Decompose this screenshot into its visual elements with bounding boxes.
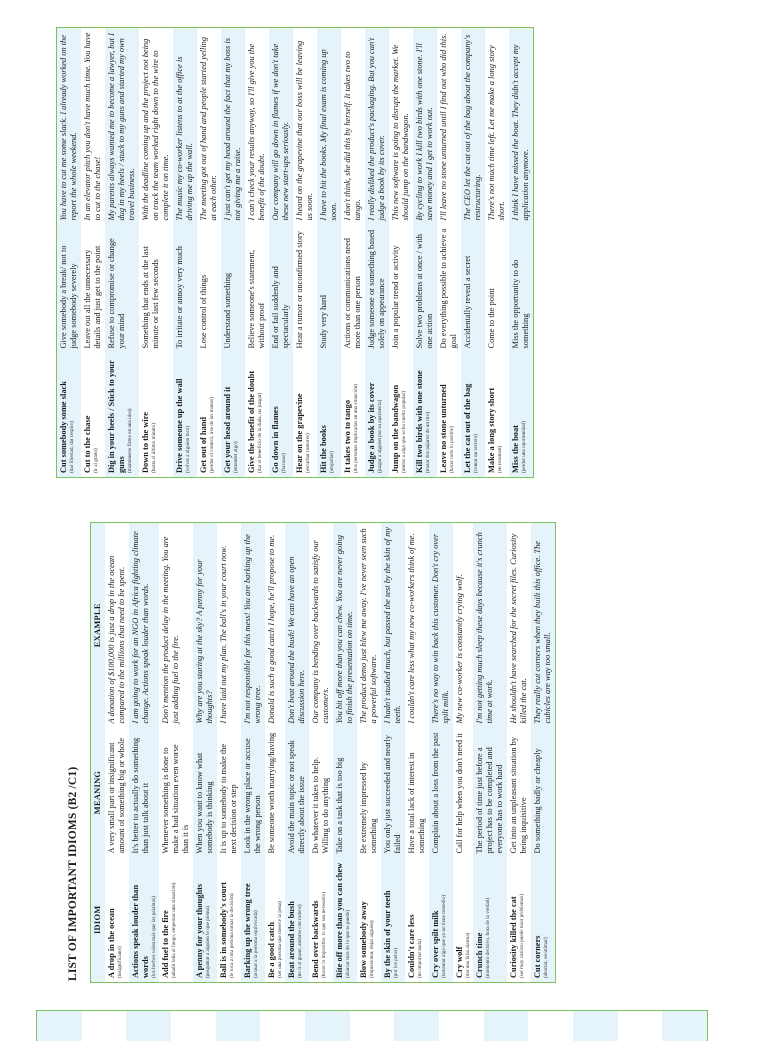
- example-cell: By cycling to work I kill two birds with one stone. I'll save money and I get to work out.: [413, 28, 437, 225]
- example-cell: My parents always wanted me to become a lawyer, but I dug in my heels / stuck to my guns and started my own travel business.: [105, 28, 139, 225]
- table-row: [357, 523, 381, 983]
- idiom-cell: [159, 858, 193, 983]
- idiom-translation: (le toca a otra persona tomar la decisión): [229, 893, 235, 978]
- meaning-cell: Actions or communications need more than one person: [341, 225, 365, 353]
- idiom-translation: (ser una persona que merece la pena): [277, 901, 283, 978]
- idiom-translation: (hacer lo imposible, lo que sea necesario): [321, 892, 327, 978]
- idiom-cell: [293, 353, 317, 478]
- table-row: [221, 28, 245, 478]
- idiom-text: Hear on the grapevine: [295, 393, 304, 473]
- table-row: [265, 523, 285, 983]
- page-continued: [56, 28, 702, 478]
- idiom-text: A drop in the ocean: [107, 908, 116, 978]
- idiom-text: Couldn't care less: [407, 914, 416, 978]
- idiom-text: Bend over backwards: [311, 900, 320, 978]
- example-cell: I'm not getting much sleep these days because it's crunch time at work.: [473, 523, 507, 728]
- idiom-translation: (fracasar): [281, 453, 287, 473]
- example-cell: I heard on the grapevine that our boss will be leaving us soon.: [293, 28, 317, 225]
- meaning-cell: It's better to actually do something than just talk about it: [129, 728, 159, 858]
- idiom-translation: (unirse a algo que se ha vuelto popular): [401, 391, 407, 473]
- idiom-cell: [193, 858, 217, 983]
- idiom-cell: [81, 353, 105, 478]
- idiom-translation: (ser muy curioso puede traer problemas): [519, 894, 525, 978]
- idiom-cell: [531, 858, 556, 983]
- idiom-translation: (lamentar algo que ya no tiene remedio): [441, 895, 447, 978]
- example-cell: I can't check your results anyway, so I'll give you the benefit of the doubt.: [245, 28, 269, 225]
- meaning-cell: End or fail suddenly and spectacularly: [269, 225, 293, 353]
- meaning-cell: Study very hard: [317, 225, 341, 353]
- idiom-cell: [429, 858, 453, 983]
- idiom-cell: [365, 353, 389, 478]
- example-cell: There's no way to win back this customer. Don't cry over spilt milk.: [429, 523, 453, 728]
- idiom-text: Go down in flames: [271, 406, 280, 473]
- idiom-cell: [105, 858, 129, 983]
- table-row: [193, 523, 217, 983]
- table-row: [105, 28, 139, 478]
- example-cell: The music my co-worker listens to at the office is driving me up the wall.: [173, 28, 197, 225]
- meaning-cell: Join a popular trend or activity: [389, 225, 413, 353]
- meaning-cell: Take on a task that is too big: [333, 728, 357, 858]
- example-cell: They really cut corners when they built this office. The cubicles are way too small.: [531, 523, 556, 728]
- idiom-translation: (insignificante): [117, 946, 123, 978]
- table-row: [473, 523, 507, 983]
- meaning-cell: Hear a rumor or unconfirmed story: [293, 225, 317, 353]
- table-row: [197, 28, 221, 478]
- meaning-cell: Believe someone's statement, without proof: [245, 225, 269, 353]
- idiom-text: Let the cat out of the bag: [463, 383, 472, 473]
- example-cell: This new software is going to disrupt the market. We should jump on the bandwagon.: [389, 28, 413, 225]
- idiom-cell: [437, 353, 461, 478]
- table-row: [405, 523, 429, 983]
- idiom-cell: [139, 353, 173, 478]
- example-cell: Don't beat around the bush! We can have an open discussion here.: [285, 523, 309, 728]
- table-row: [105, 523, 129, 983]
- example-cell: I couldn't care less what my new co-workers think of me.: [405, 523, 429, 728]
- idiom-cell: [221, 353, 245, 478]
- example-cell: There's not much time left. Let me make a long story short.: [485, 28, 509, 225]
- table-row: [507, 523, 531, 983]
- idiom-text: Down to the wire: [141, 411, 150, 473]
- meaning-cell: Refuse to compromise or change your mind: [105, 225, 139, 353]
- example-cell: I am going to work for an NGO in Africa fighting climate change. Actions speak louder than words.: [129, 523, 159, 728]
- idiom-cell: [461, 353, 485, 478]
- idiom-text: Dig in your heels / Stick to your guns: [107, 360, 126, 473]
- idiom-text: Barking up the wrong tree: [243, 883, 252, 978]
- idiom-text: Be a good catch: [267, 921, 276, 978]
- example-cell: I don't think, she did this by herself. It takes two to tango.: [341, 28, 365, 225]
- example-cell: You bit off more than you can chew. You are never going to finish the presentation on time.: [333, 523, 357, 728]
- idiom-table: [90, 522, 556, 983]
- table-row: [129, 523, 159, 983]
- table-row: [485, 28, 509, 478]
- idiom-cell: [217, 858, 241, 983]
- idiom-cell: [389, 353, 413, 478]
- idiom-cell: [333, 858, 357, 983]
- idiom-cell: [381, 858, 405, 983]
- idiom-translation: (abarcar más de lo que se puede): [345, 910, 351, 978]
- idiom-translation: (en resumen): [497, 445, 503, 473]
- idiom-cell: [453, 858, 473, 983]
- idiom-table-continued: [56, 27, 534, 478]
- idiom-translation: (impresionar, dejar alguien): [369, 920, 375, 978]
- meaning-cell: Solve two problems at once / with one action: [413, 225, 437, 353]
- example-cell: Donald is such a good catch I hope, he'll propose to me.: [265, 523, 285, 728]
- meaning-cell: A very small part or insignificant amount of something big or whole: [105, 728, 129, 858]
- meaning-cell: Complain about a loss from the past: [429, 728, 453, 858]
- idiom-translation: (añadir leña al fuego, empeorar una situación): [171, 882, 177, 978]
- idiom-cell: [197, 353, 221, 478]
- idiom-cell: [357, 858, 381, 983]
- table-row: [413, 28, 437, 478]
- meaning-cell: Have a total lack of interest in something: [405, 728, 429, 858]
- idiom-cell: [105, 353, 139, 478]
- idiom-translation: (mantenerse firme en una idea): [127, 408, 133, 473]
- idiom-cell: [507, 858, 531, 983]
- meaning-cell: When you want to know what somebody is thinking: [193, 728, 217, 858]
- table-row: [173, 28, 197, 478]
- meaning-cell: Whenever something is done to make a bad situation even worse than it is: [159, 728, 193, 858]
- idiom-cell: [265, 858, 285, 983]
- example-cell: A donation of $100,000 is just a drop in the ocean compared to the millions that need to be spent.: [105, 523, 129, 728]
- idiom-translation: (no ir al grano, andarse con rodeos): [297, 904, 303, 978]
- idiom-text: Bite off more than you can chew: [335, 862, 344, 978]
- example-cell: I hadn't studied much, but passed the test by the skin of my teeth.: [381, 523, 405, 728]
- idiom-cell: [285, 858, 309, 983]
- idiom-translation: (dar el beneficio de la duda, no juzgar): [257, 392, 263, 473]
- meaning-cell: Lose control of things: [197, 225, 221, 353]
- example-cell: My new co-worker is constantly crying wolf.: [453, 523, 473, 728]
- idiom-translation: (los hechos valen más que las palabras): [151, 896, 157, 978]
- idiom-translation: (entender algo): [233, 441, 239, 473]
- idiom-translation: (perder una oportunidad): [521, 421, 527, 473]
- example-cell: You have to cut me some slack. I already worked on the report the whole weekend.: [57, 28, 82, 225]
- meaning-cell: The period of time just before a project has to be completed and everyone has to work hard: [473, 728, 507, 858]
- example-cell: I think I have missed the boat. They didn't accept my application anymore.: [509, 28, 534, 225]
- table-row: [241, 523, 265, 983]
- idiom-cell: [245, 353, 269, 478]
- idiom-text: Blow somebody away: [359, 901, 368, 978]
- meaning-cell: Do whatever it takes to help. Willing to do anything: [309, 728, 333, 858]
- table-row: [139, 28, 173, 478]
- idiom-text: Ball is in somebody's court: [219, 882, 228, 978]
- example-cell: He shouldn't have searched for the secret files. Curiosity killed the cat.: [507, 523, 531, 728]
- example-cell: I really disliked the product's packaging. But you can't judge a book by its cover.: [365, 28, 389, 225]
- idiom-translation: (dos personas implicadas en una situación): [353, 384, 359, 473]
- idiom-text: Cry over spilt milk: [431, 910, 440, 978]
- idiom-text: Add fuel to the fire: [161, 910, 170, 978]
- example-cell: The product demo just blew me away. I've never seen such a powerful software.: [357, 523, 381, 728]
- idiom-cell: [57, 353, 82, 478]
- example-cell: The meeting got out of hand and people started yelling at each other.: [197, 28, 221, 225]
- table-row: [461, 28, 485, 478]
- table-row: [531, 523, 556, 983]
- idiom-text: By the skin of your teeth: [383, 890, 392, 978]
- table-row: [317, 28, 341, 478]
- meaning-cell: Miss the opportunity to do something: [509, 225, 534, 353]
- table-row: [57, 28, 82, 478]
- idiom-translation: (ahorrar, escatimar): [543, 937, 549, 978]
- table-row: [269, 28, 293, 478]
- meaning-cell: Leave out all the unnecessary details and just get to the point: [81, 225, 105, 353]
- idiom-translation: (juzgar a alguien por su apariencia): [377, 399, 383, 473]
- idiom-text: Drive someone up the wall: [175, 378, 184, 473]
- table-row: [365, 28, 389, 478]
- table-row: [341, 28, 365, 478]
- header-meaning: MEANING: [91, 728, 106, 858]
- idiom-translation: (hacer todo lo posible): [449, 426, 455, 473]
- idiom-cell: [405, 858, 429, 983]
- idiom-cell: [509, 353, 534, 478]
- example-cell: I'm not responsible for this mess! You are barking up the wrong tree.: [241, 523, 265, 728]
- table-header-row: [91, 523, 106, 983]
- idiom-text: Kill two birds with one stone: [415, 370, 424, 473]
- example-cell: Our company will go down in flames if we don't take these new start-ups seriously.: [269, 28, 293, 225]
- idiom-cell: [341, 353, 365, 478]
- meaning-cell: Be someone worth marrying/having: [265, 728, 285, 858]
- example-cell: With the deadline coming up and the project not being on track the team worked right down to the wire to complete it on time.: [139, 28, 173, 225]
- idiom-text: Cut somebody some slack: [59, 381, 68, 473]
- page-title: LIST OF IMPORTANT IDIOMS (B2 /C1): [67, 766, 79, 981]
- idiom-translation: (dar libertad, dar respiro): [69, 420, 75, 473]
- idiom-cell: [309, 858, 333, 983]
- meaning-cell: Accidentally reveal a secret: [461, 225, 485, 353]
- meaning-cell: Look in the wrong place or accuse the wrong person: [241, 728, 265, 858]
- header-idiom: IDIOM: [91, 858, 106, 983]
- meaning-cell: Call for help when you don't need it: [453, 728, 473, 858]
- meaning-cell: To irritate or annoy very much: [173, 225, 197, 353]
- idiom-translation: (empollar): [329, 451, 335, 473]
- meaning-cell: Come to the point: [485, 225, 509, 353]
- idiom-text: Beat around the bush: [287, 901, 296, 978]
- idiom-cell: [317, 353, 341, 478]
- page-first: [56, 523, 686, 983]
- idiom-cell: [485, 353, 509, 478]
- idiom-text: Give the benefit of the doubt: [247, 370, 256, 473]
- table-row: [333, 523, 357, 983]
- meaning-cell: You only just succeeded and nearly failed: [381, 728, 405, 858]
- meaning-cell: Be extremely impressed by something: [357, 728, 381, 858]
- example-cell: Our company is bending over backwards to satisfy our customers.: [309, 523, 333, 728]
- meaning-cell: Avoid the main topic or not speak directly about the issue: [285, 728, 309, 858]
- idiom-translation: (escuchar rumores): [305, 433, 311, 473]
- example-cell: I have to hit the books. My final exam is coming up soon.: [317, 28, 341, 225]
- idiom-text: Crunch time: [475, 932, 484, 978]
- idiom-text: Leave no stone unturned: [439, 384, 448, 473]
- idiom-translation: (no importar nada): [417, 939, 423, 978]
- idiom-translation: (contar un secreto): [473, 434, 479, 473]
- idiom-text: It takes two to tango: [343, 399, 352, 473]
- next-page-edge: [36, 1010, 708, 1041]
- idiom-translation: (perder el control, irse de las manos): [209, 397, 215, 473]
- table-row: [429, 523, 453, 983]
- idiom-text: Jump on the bandwagon: [391, 384, 400, 473]
- meaning-cell: Judge someone or something based solely on appearance: [365, 225, 389, 353]
- table-row: [509, 28, 534, 478]
- table-row: [245, 28, 269, 478]
- table-row: [81, 28, 105, 478]
- idiom-cell: [241, 858, 265, 983]
- idiom-text: A penny for your thoughts: [195, 883, 204, 978]
- idiom-translation: (acusar a la persona equivocada): [253, 910, 259, 978]
- table-row: [217, 523, 241, 983]
- example-cell: I'll leave no stone unturned until I find out who did this.: [437, 28, 461, 225]
- header-example: EXAMPLE: [91, 523, 106, 728]
- table-row: [437, 28, 461, 478]
- table-row: [453, 523, 473, 983]
- idiom-translation: (hasta el último minuto): [151, 423, 157, 473]
- idiom-text: Cry wolf: [455, 946, 464, 978]
- idiom-translation: (preguntar a alguien lo que piensa): [205, 905, 211, 978]
- idiom-translation: (dar una falsa alarma): [465, 932, 471, 978]
- idiom-text: Miss the boat: [511, 425, 520, 473]
- idiom-text: Cut to the chase: [83, 415, 92, 473]
- example-cell: I have laid out my plan. The ball's in your court now.: [217, 523, 241, 728]
- table-row: [293, 28, 317, 478]
- example-cell: Why are you staring at the sky? A penny for your thoughts?: [193, 523, 217, 728]
- table-row: [381, 523, 405, 983]
- meaning-cell: Do everything possible to achieve a goal: [437, 225, 461, 353]
- idiom-cell: [473, 858, 507, 983]
- meaning-cell: Understand something: [221, 225, 245, 353]
- example-cell: Don't mention the product delay in the meeting. You are just adding fuel to the fire.: [159, 523, 193, 728]
- example-cell: The CEO let the cat out of the bag about the company's restructuring.: [461, 28, 485, 225]
- idiom-text: Make a long story short: [487, 387, 496, 473]
- table-row: [159, 523, 193, 983]
- idiom-text: Judge a book by its cover: [367, 382, 376, 473]
- example-cell: In an elevator pitch you don't have much time. You have to cut to the chase!: [81, 28, 105, 225]
- idiom-translation: (momento decisivo, hora de la verdad): [485, 897, 491, 978]
- idiom-cell: [413, 353, 437, 478]
- idiom-translation: (matar dos pájaros de un tiro): [425, 411, 431, 473]
- meaning-cell: Give somebody a break/ not to judge somebody severely: [57, 225, 82, 353]
- table-row: [309, 523, 333, 983]
- idiom-cell: [129, 858, 159, 983]
- idiom-text: Curiosity killed the cat: [509, 896, 518, 978]
- idiom-text: Get out of hand: [199, 416, 208, 473]
- idiom-translation: (ir al grano): [93, 448, 99, 473]
- idiom-text: Get your head around it: [223, 386, 232, 473]
- meaning-cell: Something that ends at the last minute or last few seconds: [139, 225, 173, 353]
- idiom-text: Actions speak louder than words: [131, 884, 150, 978]
- meaning-cell: It is up to somebody to make the next decision or step: [217, 728, 241, 858]
- idiom-cell: [173, 353, 197, 478]
- idiom-text: Hit the books: [319, 425, 328, 473]
- table-row: [285, 523, 309, 983]
- idiom-translation: (volver a alguien loco): [185, 425, 191, 473]
- meaning-cell: Get into an unpleasant situation by being inquisitive: [507, 728, 531, 858]
- meaning-cell: Do something badly or cheaply: [531, 728, 556, 858]
- idiom-cell: [269, 353, 293, 478]
- table-row: [389, 28, 413, 478]
- idiom-text: Cut corners: [533, 935, 542, 978]
- example-cell: I just can't get my head around the fact that my boss is not giving me a raise.: [221, 28, 245, 225]
- idiom-translation: (por los pelos): [393, 948, 399, 978]
